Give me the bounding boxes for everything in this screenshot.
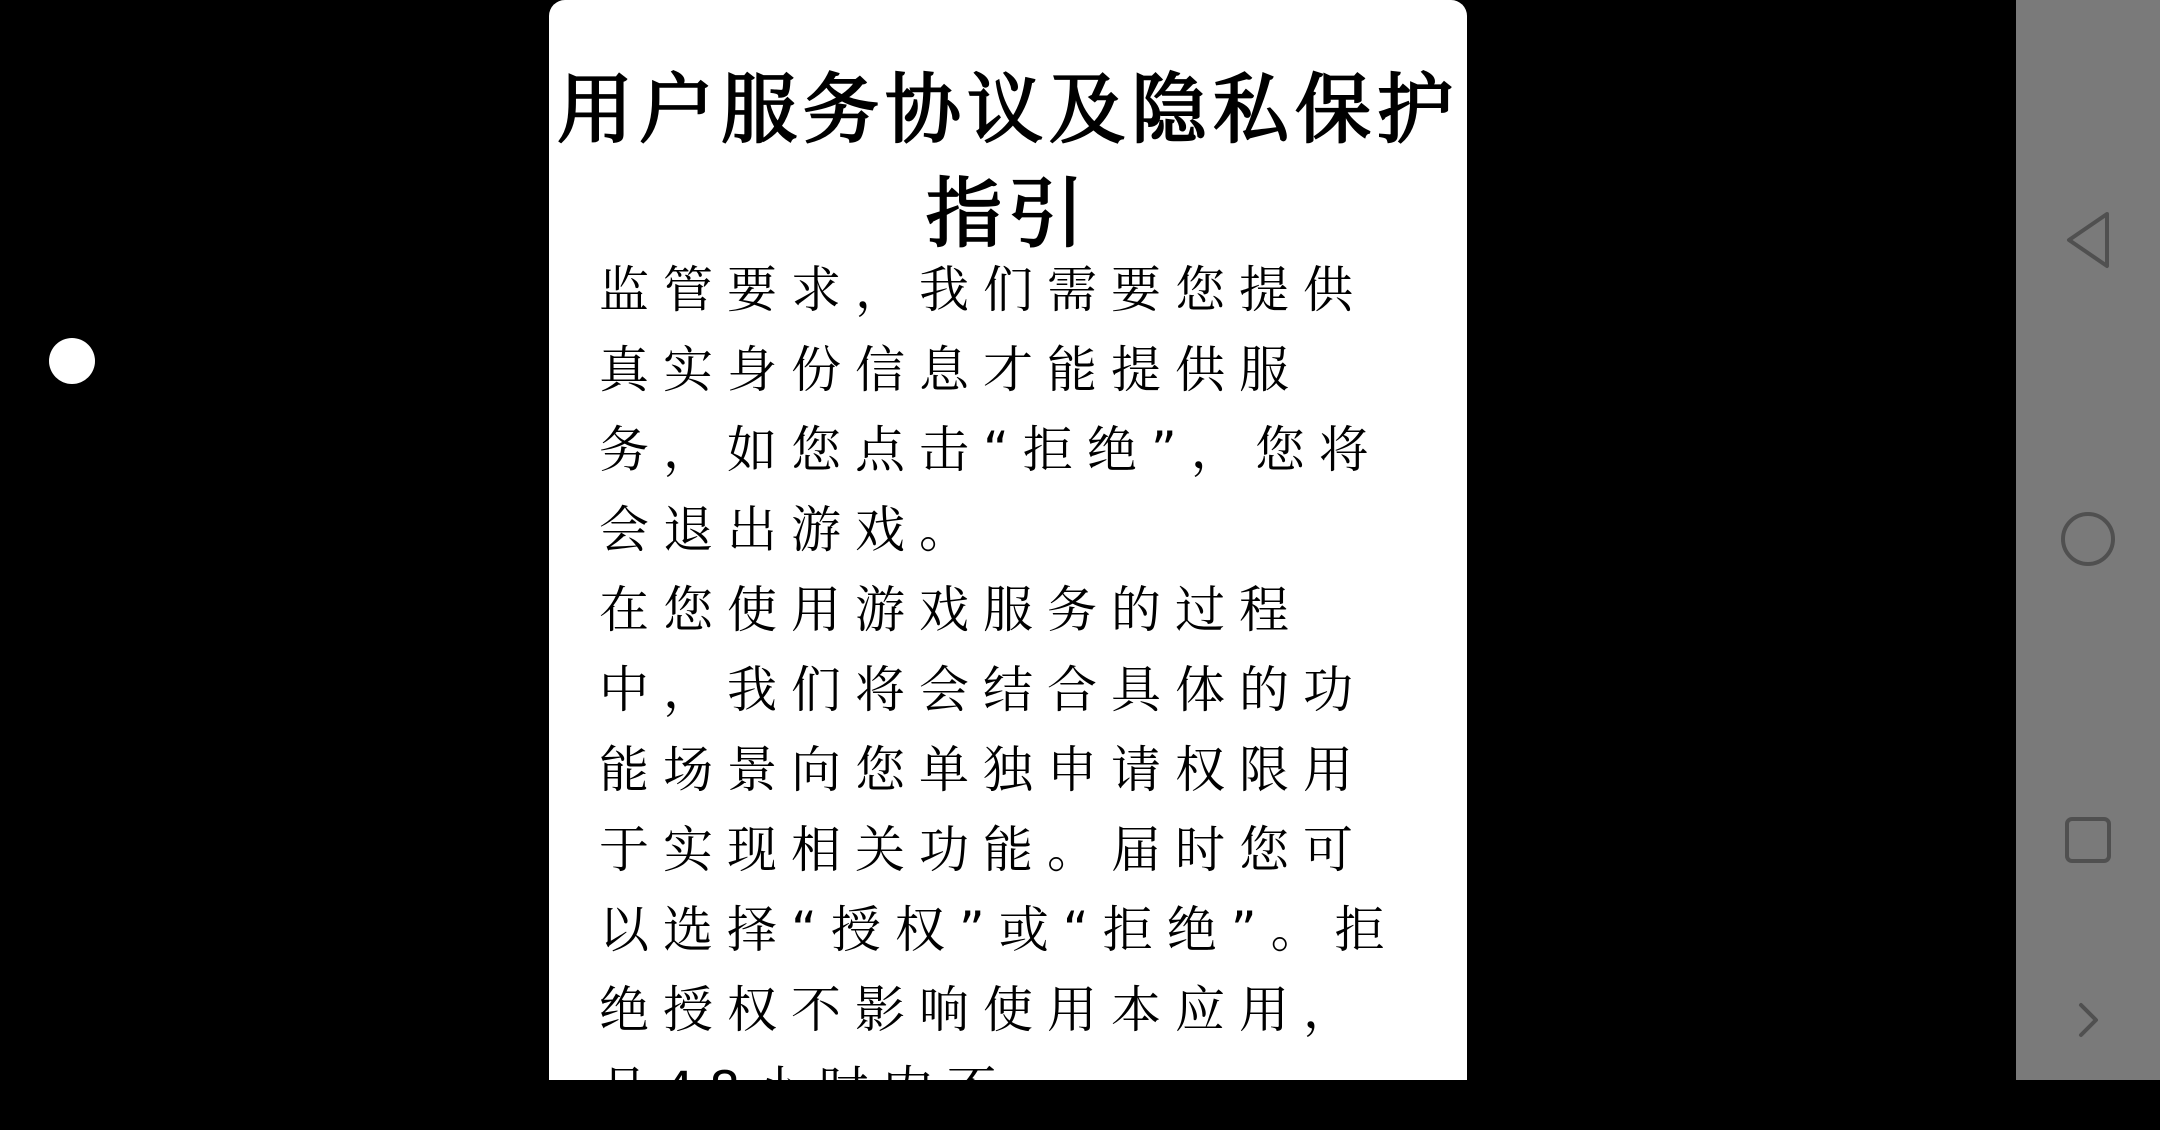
dialog-paragraph: 在您使用游戏服务的过程中，我们将会结合具体的功能场景向您单独申请权限用于实现相关功能。届时您可以选择“授权”或“拒绝”。拒绝授权不影响使用本应用，且48小时内不: [599, 581, 1399, 1119]
back-button[interactable]: [2016, 205, 2160, 275]
back-triangle-icon: [2063, 210, 2113, 270]
dialog-scroll-area[interactable]: [599, 261, 1429, 1119]
recent-apps-button[interactable]: [2016, 805, 2160, 875]
floating-dot-button[interactable]: [49, 338, 95, 384]
more-chevron-icon: [2073, 1000, 2103, 1040]
home-button[interactable]: [2016, 504, 2160, 574]
dialog-title: 用户服务协议及隐私保护指引: [557, 65, 1459, 258]
dialog-text: [599, 250, 1429, 1130]
recent-square-icon: [2063, 815, 2113, 865]
dialog-paragraph: 监管要求，我们需要您提供真实身份信息才能提供服务，如您点击“拒绝”，您将会退出游戏。: [599, 261, 1383, 559]
navigation-bar: [2016, 0, 2160, 1080]
more-button[interactable]: [2016, 985, 2160, 1055]
home-circle-icon: [2058, 509, 2118, 569]
privacy-dialog: [549, 0, 1467, 1119]
